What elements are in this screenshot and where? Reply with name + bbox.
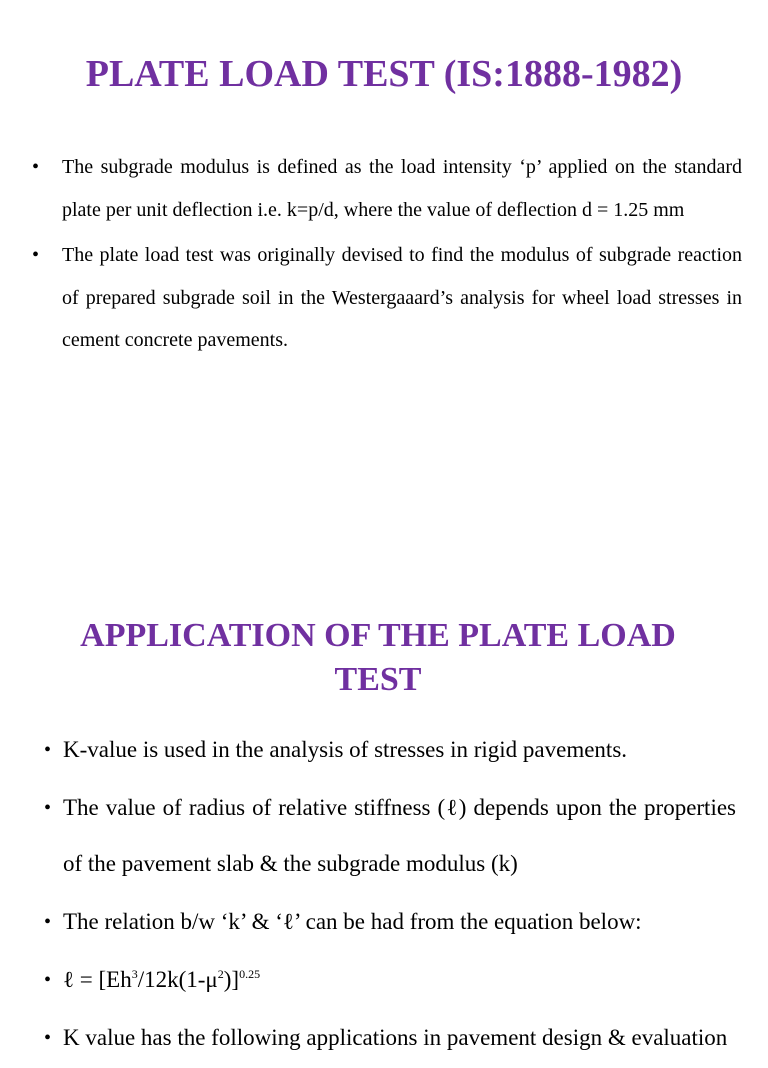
equation-superscript: 0.25 — [239, 967, 261, 981]
bullet-list — [44, 722, 736, 1068]
bullet-item — [44, 780, 736, 892]
bullet-icon: • — [44, 911, 52, 933]
equation-superscript: 2 — [217, 967, 224, 981]
equation-part: /12k(1-μ — [137, 967, 218, 992]
bullet-item — [32, 234, 742, 362]
bullet-icon: • — [44, 739, 52, 761]
equation-superscript: 3 — [131, 967, 138, 981]
bullet-icon: • — [44, 797, 52, 819]
bullet-item — [44, 722, 736, 778]
bullet-text: K-value is used in the analysis of stresses in rigid pavements. — [63, 737, 628, 762]
bullet-text: K value has the following applications in pavement design & evaluation — [63, 1025, 728, 1050]
equation-part: )] — [223, 967, 240, 992]
bullet-icon: • — [44, 969, 52, 991]
slide-title: APPLICATION OF THE PLATE LOAD TEST — [80, 617, 676, 698]
bullet-icon: • — [32, 244, 40, 266]
bullet-item-equation — [44, 952, 736, 1008]
bullet-icon: • — [32, 156, 40, 178]
slide-title: PLATE LOAD TEST (IS:1888-1982) — [85, 53, 683, 95]
bullet-item — [44, 894, 736, 950]
bullet-text: The value of radius of relative stiffness (ℓ) depends upon the properties of the pavement slab & the subgrade modulus (k) — [63, 795, 736, 876]
slide-application-of-plate-load-test — [0, 600, 768, 1050]
bullet-text: The subgrade modulus is defined as the load intensity ‘p’ applied on the standard plate per unit deflection i.e. k=p/d, where the value of deflection d = 1.25 mm — [62, 156, 742, 221]
bullet-item — [44, 1010, 736, 1066]
bullet-item — [32, 146, 742, 231]
equation-part: ℓ = [Eh — [63, 967, 132, 992]
bullet-text: The plate load test was originally devised to find the modulus of subgrade reaction of prepared subgrade soil in the Westergaaard’s analysis for wheel load stresses in cement concrete pavements. — [62, 244, 742, 351]
bullet-text: The relation b/w ‘k’ & ‘ℓ’ can be had from the equation below: — [63, 909, 642, 934]
bullet-icon: • — [44, 1027, 52, 1049]
equation — [63, 967, 260, 992]
bullet-list — [32, 146, 742, 365]
